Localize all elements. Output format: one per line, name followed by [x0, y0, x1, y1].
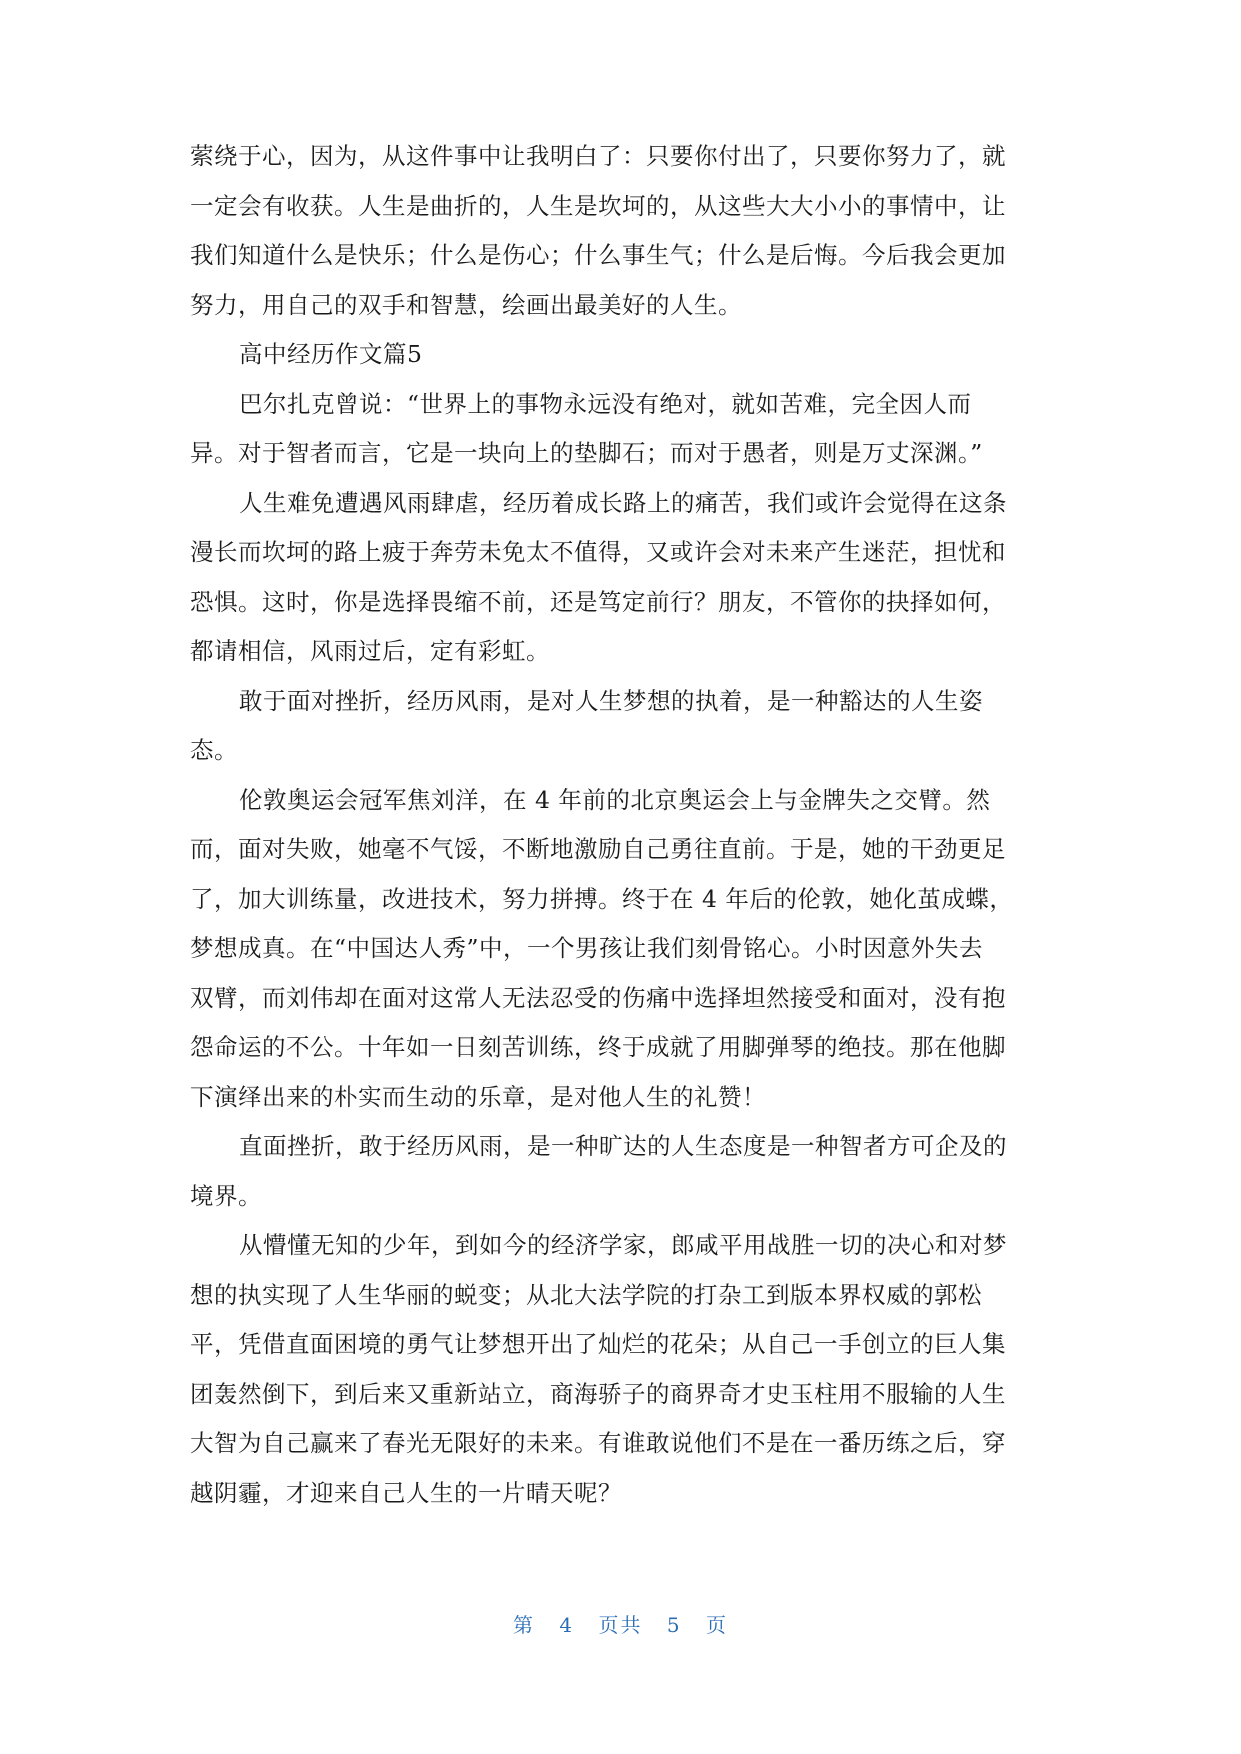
text-line: 巴尔扎克曾说：“世界上的事物永远没有绝对，就如苦难，完全因人而 [239, 389, 972, 418]
text-line: 异。对于智者而言，它是一块向上的垫脚石；而对于愚者，则是万丈深渊。” [190, 439, 983, 467]
text-line: 萦绕于心，因为，从这件事中让我明白了：只要你付出了，只要你努力了，就 [190, 142, 1006, 170]
text-line: 恐惧。这时，你是选择畏缩不前，还是笃定前行？朋友，不管你的抉择如何， [190, 587, 1006, 616]
text-line: 人生难免遭遇风雨肆虐，经历着成长路上的痛苦，我们或许会觉得在这条 [239, 488, 1007, 517]
text-line: 怨命运的不公。十年如一日刻苦训练，终于成就了用脚弹琴的绝技。那在他脚 [190, 1033, 1006, 1061]
text-line: 伦敦奥运会冠军焦刘洋，在 4 年前的北京奥运会上与金牌失之交臂。然 [239, 785, 991, 814]
page-footer [0, 1609, 1241, 1638]
text-line: 大智为自己赢来了春光无限好的未来。有谁敢说他们不是在一番历练之后，穿 [190, 1429, 1006, 1457]
text-line: 双臂，而刘伟却在面对这常人无法忍受的伤痛中选择坦然接受和面对，没有抱 [190, 983, 1006, 1012]
text-line: 直面挫折，敢于经历风雨，是一种旷达的人生态度是一种智者方可企及的 [239, 1132, 1007, 1160]
text-line: 从懵懂无知的少年，到如今的经济学家，郎咸平用战胜一切的决心和对梦 [239, 1231, 1007, 1259]
footer-suffix: 页 [705, 1613, 728, 1637]
text-line: 境界。 [190, 1181, 262, 1210]
text-line: 想的执实现了人生华丽的蜕变；从北大法学院的打杂工到版本界权威的郭松 [190, 1280, 982, 1309]
text-line: 漫长而坎坷的路上疲于奔劳未免太不值得，又或许会对未来产生迷茫，担忧和 [190, 538, 1006, 566]
document-body [190, 132, 1052, 1518]
footer-middle: 页共 [598, 1613, 643, 1637]
text-line: 而，面对失败，她毫不气馁，不断地激励自己勇往直前。于是，她的干劲更足 [190, 835, 1006, 863]
footer-total-pages: 5 [666, 1613, 682, 1637]
text-line: 越阴霾，才迎来自己人生的一片晴天呢？ [190, 1478, 622, 1507]
text-line: 我们知道什么是快乐；什么是伤心；什么事生气；什么是后悔。今后我会更加 [190, 241, 1006, 269]
text-line: 团轰然倒下，到后来又重新站立，商海骄子的商界奇才史玉柱用不服输的人生 [190, 1379, 1006, 1408]
text-line: 努力，用自己的双手和智慧，绘画出最美好的人生。 [190, 290, 742, 319]
text-line: 敢于面对挫折，经历风雨，是对人生梦想的执着，是一种豁达的人生姿 [239, 686, 983, 715]
text-line: 了，加大训练量，改进技术，努力拼搏。终于在 4 年后的伦敦，她化茧成蝶， [190, 884, 1014, 913]
text-line: 一定会有收获。人生是曲折的，人生是坎坷的，从这些大大小小的事情中，让 [190, 191, 1006, 220]
text-line: 下演绎出来的朴实而生动的乐章，是对他人生的礼赞！ [190, 1082, 766, 1111]
text-line: 态。 [190, 736, 238, 764]
footer-prefix: 第 [513, 1613, 536, 1637]
text-line: 都请相信，风雨过后，定有彩虹。 [190, 637, 550, 665]
text-line: 高中经历作文篇5 [239, 340, 423, 368]
footer-current-page: 4 [559, 1613, 575, 1637]
text-line: 梦想成真。在“中国达人秀”中，一个男孩让我们刻骨铭心。小时因意外失去 [190, 934, 984, 962]
text-line: 平，凭借直面困境的勇气让梦想开出了灿烂的花朵；从自己一手创立的巨人集 [190, 1330, 1006, 1358]
